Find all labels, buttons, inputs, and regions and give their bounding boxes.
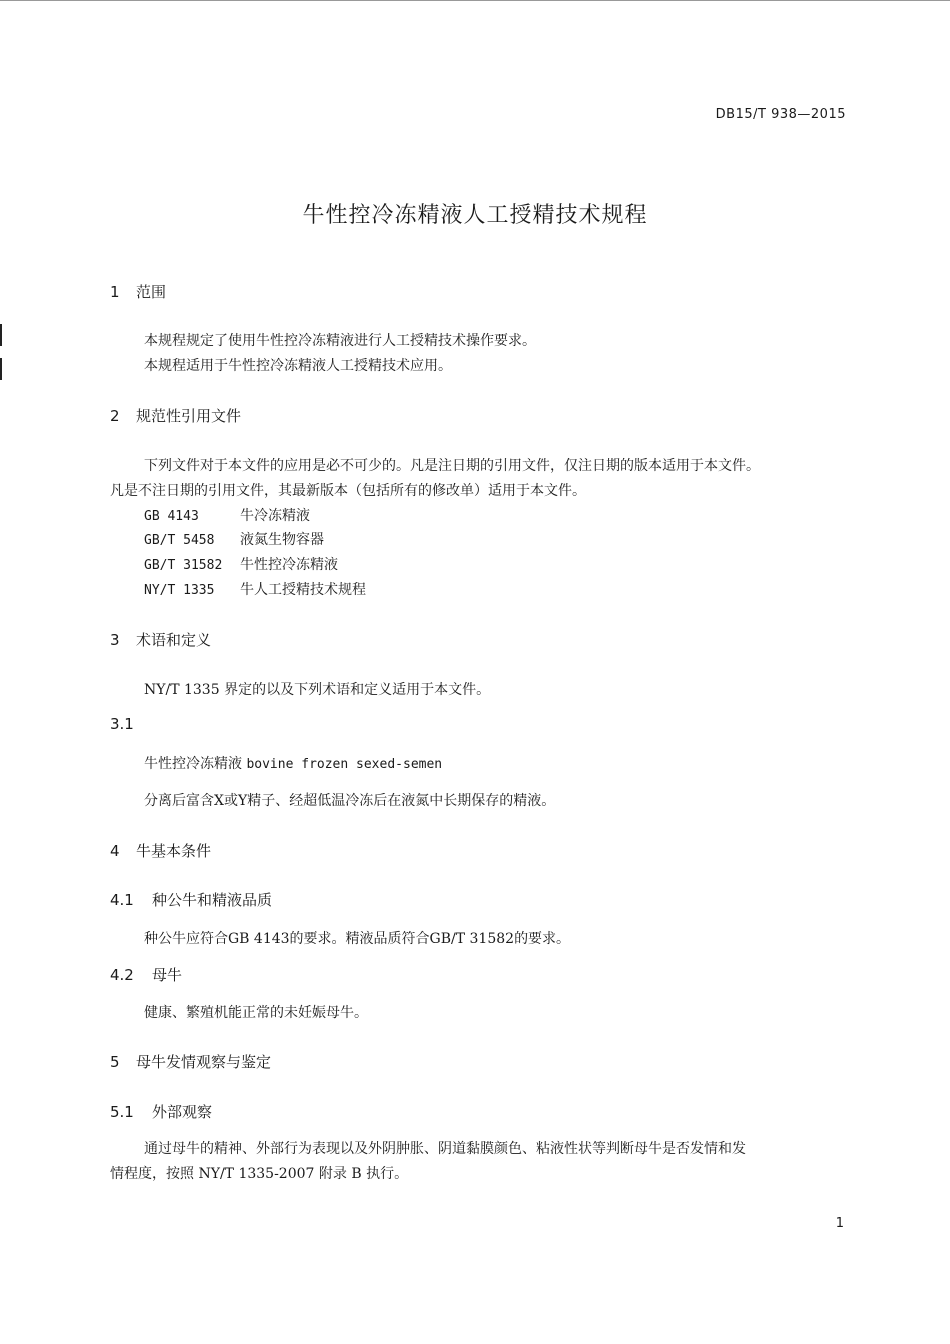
- section-number: 3: [110, 631, 120, 649]
- subsection-number: 5.1: [110, 1103, 134, 1121]
- section-2-heading: [110, 405, 241, 426]
- subsection-4-1-heading: [110, 889, 272, 910]
- page-number: 1: [835, 1216, 844, 1231]
- section-title: 母牛发情观察与鉴定: [136, 1053, 272, 1071]
- scan-mark: [0, 0, 950, 1]
- paragraph: 本规程规定了使用牛性控冷冻精液进行人工授精技术操作要求。: [144, 333, 536, 349]
- reference-code: GB/T 31582: [144, 558, 223, 573]
- reference-row: [144, 579, 366, 599]
- paragraph: 本规程适用于牛性控冷冻精液人工授精技术应用。: [144, 358, 452, 374]
- section-5-heading: [110, 1051, 271, 1072]
- subsection-title: 母牛: [152, 966, 183, 984]
- subsection-number: 4.2: [110, 966, 134, 984]
- subsection-title: 种公牛和精液品质: [152, 891, 273, 909]
- paragraph: 情程度，按照 NY/T 1335-2007 附录 B 执行。: [110, 1166, 409, 1182]
- scan-mark: [0, 324, 2, 346]
- term-entry: [144, 753, 442, 773]
- document-title: 牛性控冷冻精液人工授精技术规程: [302, 203, 648, 228]
- term-definition: 分离后富含X或Y精子、经超低温冷冻后在液氮中长期保存的精液。: [144, 793, 556, 809]
- section-4-heading: [110, 840, 211, 861]
- reference-code: NY/T 1335: [144, 583, 215, 598]
- subsection-4-2-heading: [110, 964, 182, 985]
- term-chinese: 牛性控冷冻精液: [144, 756, 242, 772]
- section-3-heading: [110, 629, 211, 650]
- paragraph: 种公牛应符合GB 4143的要求。精液品质符合GB/T 31582的要求。: [144, 931, 571, 947]
- paragraph: 健康、繁殖机能正常的未妊娠母牛。: [144, 1005, 368, 1021]
- section-title: 范围: [136, 283, 167, 301]
- reference-code: GB 4143: [144, 509, 199, 524]
- subsection-number: 3.1: [110, 715, 134, 733]
- reference-name: 液氮生物容器: [240, 532, 324, 548]
- section-title: 术语和定义: [136, 631, 212, 649]
- scan-mark: [0, 358, 2, 380]
- reference-code: GB/T 5458: [144, 533, 215, 548]
- reference-row: [144, 554, 338, 574]
- section-title: 牛基本条件: [136, 842, 212, 860]
- section-title: 规范性引用文件: [136, 407, 242, 425]
- reference-name: 牛性控冷冻精液: [240, 557, 338, 573]
- paragraph: 通过母牛的精神、外部行为表现以及外阴肿胀、阴道黏膜颜色、粘液性状等判断母牛是否发情和发: [144, 1141, 746, 1157]
- term-english: bovine frozen sexed-semen: [246, 757, 443, 772]
- section-1-heading: [110, 281, 166, 302]
- reference-name: 牛人工授精技术规程: [240, 582, 366, 598]
- section-number: 5: [110, 1053, 120, 1071]
- section-number: 4: [110, 842, 120, 860]
- standard-code: DB15/T 938—2015: [715, 107, 846, 122]
- subsection-number: 4.1: [110, 891, 134, 909]
- paragraph: NY/T 1335 界定的以及下列术语和定义适用于本文件。: [144, 682, 491, 698]
- section-number: 2: [110, 407, 120, 425]
- reference-row: [144, 505, 310, 525]
- subsection-title: 外部观察: [152, 1103, 213, 1121]
- subsection-5-1-heading: [110, 1101, 212, 1122]
- paragraph: 凡是不注日期的引用文件，其最新版本（包括所有的修改单）适用于本文件。: [110, 483, 586, 499]
- reference-row: [144, 529, 324, 549]
- paragraph: 下列文件对于本文件的应用是必不可少的。凡是注日期的引用文件，仅注日期的版本适用于本文件。: [144, 458, 760, 474]
- reference-name: 牛冷冻精液: [240, 508, 310, 524]
- section-number: 1: [110, 283, 120, 301]
